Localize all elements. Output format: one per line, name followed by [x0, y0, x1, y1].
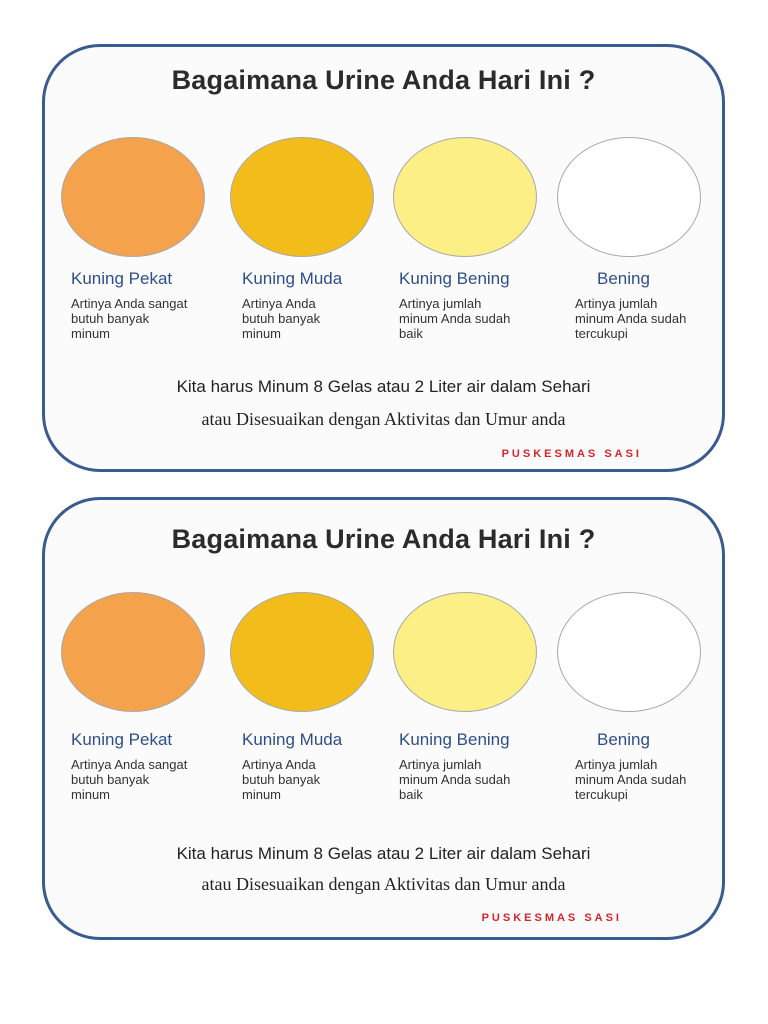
brand-label: PUSKESMAS SASI: [501, 448, 642, 460]
color-swatch-kuning-pekat: [61, 137, 205, 257]
brand-label: PUSKESMAS SASI: [481, 912, 622, 924]
legend-label: Bening: [597, 730, 650, 749]
legend-item: [399, 269, 559, 341]
legend-description: Artinya Anda sangat butuh banyak minum: [71, 296, 188, 341]
legend-label: Bening: [597, 269, 650, 288]
card-title: Bagaimana Urine Anda Hari Ini ?: [171, 65, 596, 95]
legend-label: Kuning Muda: [242, 730, 343, 749]
legend-item: [71, 730, 231, 802]
legend-description: Artinya jumlah minum Anda sudah baik: [399, 296, 511, 341]
color-swatch-kuning-bening: [393, 592, 537, 712]
legend-item: [399, 730, 559, 802]
legend-item: [575, 730, 735, 802]
legend-label: Kuning Pekat: [71, 730, 173, 749]
legend-item: [71, 269, 231, 341]
urine-color-card: [42, 497, 725, 940]
color-swatch-kuning-muda: [230, 137, 374, 257]
legend-item: [242, 269, 402, 341]
legend-label: Kuning Bening: [399, 269, 510, 288]
legend-description: Artinya Anda sangat butuh banyak minum: [71, 757, 188, 802]
urine-color-card: [42, 44, 725, 472]
advice-line-2: atau Disesuaikan dengan Aktivitas dan Umur anda: [201, 874, 566, 894]
legend-item: [242, 730, 402, 802]
legend-label: Kuning Pekat: [71, 269, 173, 288]
legend-description: Artinya Anda butuh banyak minum: [242, 757, 321, 802]
card-title: Bagaimana Urine Anda Hari Ini ?: [171, 524, 596, 554]
legend-label: Kuning Bening: [399, 730, 510, 749]
color-swatch-kuning-bening: [393, 137, 537, 257]
legend-description: Artinya jumlah minum Anda sudah baik: [399, 757, 511, 802]
color-swatch-kuning-pekat: [61, 592, 205, 712]
color-swatch-bening: [557, 137, 701, 257]
legend-label: Kuning Muda: [242, 269, 343, 288]
advice-line-1: Kita harus Minum 8 Gelas atau 2 Liter air dalam Sehari: [176, 844, 591, 863]
color-swatch-bening: [557, 592, 701, 712]
advice-line-1: Kita harus Minum 8 Gelas atau 2 Liter air dalam Sehari: [176, 377, 591, 396]
color-swatch-kuning-muda: [230, 592, 374, 712]
legend-description: Artinya jumlah minum Anda sudah tercukupi: [575, 757, 687, 802]
legend-description: Artinya jumlah minum Anda sudah tercukupi: [575, 296, 687, 341]
legend-item: [575, 269, 735, 341]
legend-description: Artinya Anda butuh banyak minum: [242, 296, 321, 341]
advice-line-2: atau Disesuaikan dengan Aktivitas dan Umur anda: [201, 409, 566, 429]
